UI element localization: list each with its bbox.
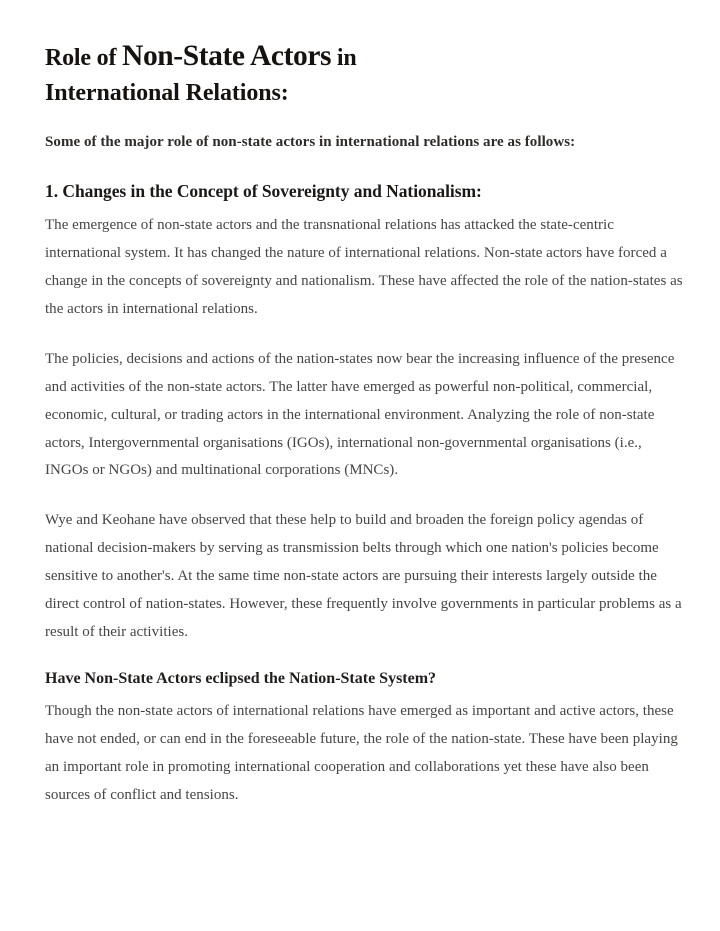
page-title-line-two: International Relations: (45, 79, 289, 106)
page-title (45, 34, 685, 109)
intro-lead-text: Some of the major role of non-state actors in international relations are as follows: (45, 133, 576, 150)
section-1-paragraph-1: The emergence of non-state actors and the transnational relations has attacked the state-centric international system. It has changed the nature of international relations. Non-state actors have forced a change in the concepts of sovereignty and nationalism. These have affected the role of the nation-states as the actors in international relations. (45, 216, 683, 317)
subsection-heading: Have Non-State Actors eclipsed the Nation-State System? (45, 670, 437, 688)
page-title-prefix: Role of (45, 45, 123, 71)
section-1-paragraph-3: Wye and Keohane have observed that these help to build and broaden the foreign policy agendas of national decision-makers by serving as transmission belts through which one nation's policies become sensitive to another's. At the same time non-state actors are pursuing their interests largely outside the direct control of nation-states. However, these frequently involve governments in particular problems as a result of their activities. (45, 512, 682, 641)
page-title-suffix: in (331, 45, 357, 71)
subsection-paragraph: Though the non-state actors of international relations have emerged as important and active actors, these have not ended, or can end in the foreseeable future, the role of the nation-state. These have been playing an important role in promoting international cooperation and collaborations yet these have also been sources of conflict and tensions. (45, 703, 678, 803)
section-heading-1: 1. Changes in the Concept of Sovereignty and Nationalism: (45, 180, 482, 201)
section-1-paragraph-2: The policies, decisions and actions of the nation-states now bear the increasing influence of the presence and activities of the non-state actors. The latter have emerged as powerful non-political, commercial, economic, cultural, or trading actors in the international environment. Analyzing the role of non-state actors, Intergovernmental organisations (IGOs), international non-governmental organisations (i.e., INGOs or NGOs) and multinational corporations (MNCs). (45, 350, 675, 479)
page-title-emphasis: Non-State Actors (122, 40, 332, 72)
